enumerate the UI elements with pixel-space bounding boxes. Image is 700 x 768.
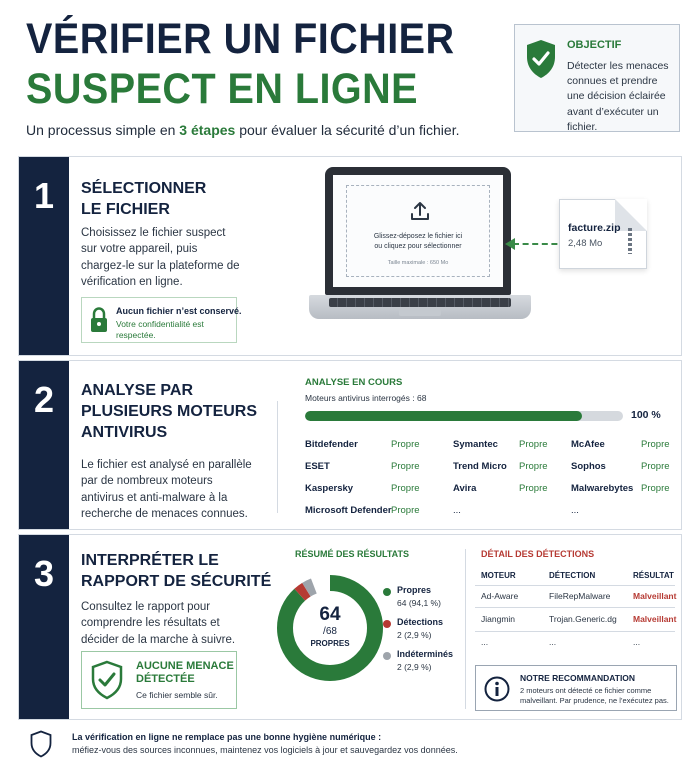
file-name: facture.zip [568,222,621,234]
engine-status: Propre [519,461,548,472]
engines-count: Moteurs antivirus interrogés : 68 [305,393,427,403]
legend-value: 2 (2,9 %) [397,630,432,640]
info-icon [484,676,510,702]
progress-fill [305,411,582,421]
subtitle-text-end: pour évaluer la sécurité d’un fichier. [235,122,460,138]
engine-name: Avira [453,483,477,494]
legend-name: Détections [397,617,444,627]
engine-name: ... [453,505,461,516]
file-card [559,199,647,269]
engine-name: Malwarebytes [571,483,634,494]
engine-status: Propre [519,483,548,494]
table-cell: FileRepMalware [549,591,611,601]
no-threat-line2: DÉTECTÉE [136,673,195,686]
engine-status: Propre [391,505,420,516]
table-cell: ... [633,637,641,647]
donut-value: 64 [319,604,341,625]
arrow-left-icon [505,238,515,250]
progress-percent: 100 % [631,409,661,421]
step-number: 2 [19,361,69,529]
engine-status: Propre [641,461,670,472]
table-rule [475,631,675,632]
donut-center [275,605,385,648]
donut-caption: PROPRES [310,639,350,648]
dropzone-limit: Taille maximale : 650 Mo [387,260,449,266]
legend-dot [383,588,391,596]
table-header: MOTEUR [481,571,516,580]
recommendation-text: 2 moteurs ont détecté ce fichier comme malveillant. Par prudence, ne l’exécutez pas. [520,686,669,706]
upload-icon [409,200,431,222]
engine-name: Bitdefender [305,439,358,450]
table-rule [475,607,675,608]
privacy-text: Votre confidentialité est respectée. [116,319,204,341]
engine-name: Sophos [571,461,606,472]
lock-icon [90,307,108,333]
engine-status: Propre [641,439,670,450]
detection-detail-label: DÉTAIL DES DÉTECTIONS [481,549,595,559]
table-cell: ... [549,637,557,647]
subtitle-highlight: 3 étapes [179,122,236,138]
engine-name: ... [571,505,579,516]
step-3-description: Consultez le rapport pour comprendre les résultats et décider de la marche à suivre. [81,601,236,646]
step-1-title-line2: LE FICHIER [81,200,170,218]
engine-status: Propre [641,483,670,494]
table-cell: Trojan.Generic.dg [549,614,617,624]
recommendation-title: NOTRE RECOMMANDATION [520,673,636,683]
engine-status: Propre [391,483,420,494]
step-3-panel [18,534,682,720]
step-number: 1 [19,157,69,355]
divider [465,549,466,709]
page-subtitle [26,122,459,138]
no-threat-line1: AUCUNE MENACE [136,660,234,672]
privacy-title: Aucun fichier n’est conservé. [116,306,242,316]
no-threat-title [136,660,234,686]
table-header: DÉTECTION [549,571,596,580]
step-3-title [81,551,271,593]
legend-dot [383,620,391,628]
legend-value: 2 (2,9 %) [397,662,432,672]
footer-line2: méfiez-vous des sources inconnues, maintenez vos logiciels à jour et sauvegardez vos données. [72,745,458,755]
table-cell: Jiangmin [481,614,516,624]
legend-dot [383,652,391,660]
step-1-panel [18,156,682,356]
engine-name: ESET [305,461,330,472]
engine-name: Kaspersky [305,483,354,494]
analysis-progress-bar [305,411,623,421]
engine-status: Propre [391,439,420,450]
step-1-title [81,179,206,221]
engine-name: Microsoft Defender [305,505,392,516]
legend-name: Propres [397,585,432,595]
objective-text: Détecter les menaces connues et prendre une décision éclairée avant d’exécuter un fichier. [567,60,669,133]
step-3-title-line2: RAPPORT DE SÉCURITÉ [81,572,272,590]
table-header: RÉSULTAT [633,571,674,580]
engine-name: Symantec [453,439,498,450]
shield-check-icon [525,39,557,79]
step-2-panel [18,360,682,530]
donut-total: /68 [323,626,337,637]
divider [277,401,278,513]
engine-name: Trend Micro [453,461,507,472]
engine-status: Propre [391,461,420,472]
step-2-description: Le fichier est analysé en parallèle par de nombreux moteurs antivirus et anti-malware à la recherche de menaces connues. [81,459,252,520]
legend-name: Indéterminés [397,649,454,659]
laptop-base [309,295,531,319]
privacy-notice [81,297,242,343]
summary-label: RÉSUMÉ DES RÉSULTATS [295,549,410,559]
dropzone-line2: ou cliquez pour sélectionner [374,242,462,250]
zipper-icon [628,228,632,254]
table-cell: Malveillant [633,614,677,624]
step-2-title-line3: ANTIVIRUS [81,423,168,441]
shield-icon [30,730,52,758]
laptop-display [333,175,503,287]
step-3-title-line1: INTERPRÉTER LE [81,552,219,569]
step-1-title-line1: SÉLECTIONNER [81,180,207,197]
step-number: 3 [19,535,69,719]
laptop-keyboard [329,298,511,307]
laptop-illustration [319,167,599,343]
page-title-line2: SUSPECT EN LIGNE [26,65,419,113]
table-cell: Ad-Aware [481,591,519,601]
engine-status: Propre [519,439,548,450]
dropzone-text [347,232,489,252]
file-size: 2,48 Mo [568,238,603,249]
step-1-description: Choisissez le fichier suspect sur votre appareil, puis chargez-le sur la plateforme de vérification en ligne. [81,227,240,288]
step-2-title [81,381,257,443]
table-cell: ... [481,637,489,647]
legend-value: 64 (94,1 %) [397,598,441,608]
laptop-screen [325,167,511,295]
recommendation-box [475,665,677,711]
analysis-label: ANALYSE EN COURS [305,377,403,388]
objective-box [514,24,680,132]
engine-name: McAfee [571,439,605,450]
shield-check-icon [90,660,124,700]
no-threat-box [81,651,237,709]
step-2-title-line1: ANALYSE PAR [81,382,194,399]
table-rule [475,585,675,586]
page-title-line1: VÉRIFIER UN FICHIER [26,15,455,63]
step-2-title-line2: PLUSIEURS MOTEURS [81,402,258,420]
laptop-trackpad [399,309,441,316]
table-cell: Malveillant [633,591,677,601]
subtitle-text: Un processus simple en [26,122,180,138]
file-dropzone[interactable] [346,185,490,277]
dropzone-line1: Glissez-déposez le fichier ici [373,233,463,240]
no-threat-subtitle: Ce fichier semble sûr. [136,690,218,700]
footer-line1: La vérification en ligne ne remplace pas une bonne hygiène numérique : [72,732,382,742]
objective-label: OBJECTIF [567,39,622,51]
